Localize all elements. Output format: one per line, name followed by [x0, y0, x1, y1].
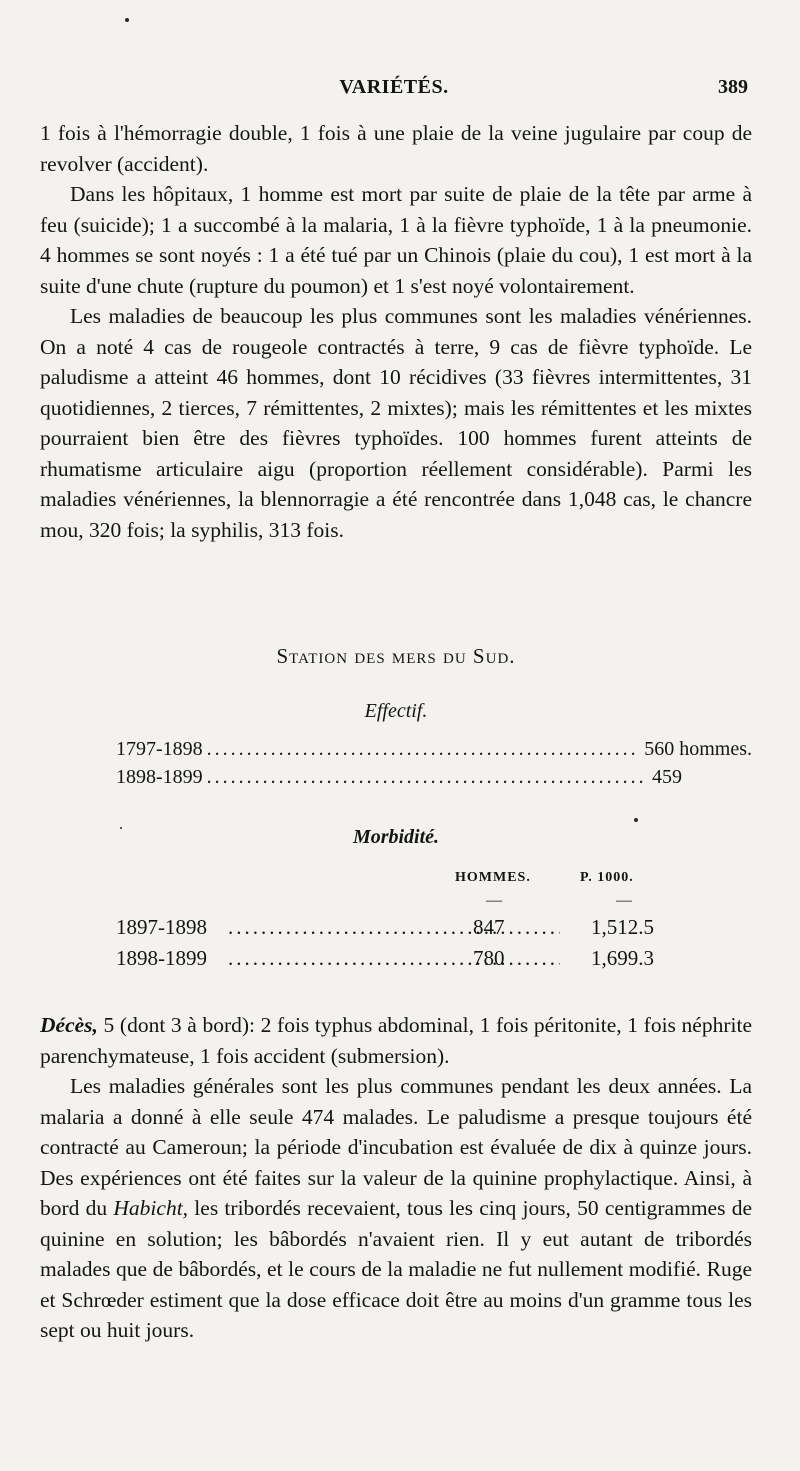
paragraph-malaria — [40, 1071, 752, 1346]
section-title: Station des mers du Sud. — [276, 644, 516, 668]
column-header-hommes: HOMMES. — [455, 870, 531, 885]
page-number: 389 — [718, 76, 748, 98]
deces-label: Décès, — [40, 1013, 98, 1037]
column-dash: — — [486, 892, 502, 909]
morbidite-p1000: 1,699.3 — [591, 946, 654, 970]
print-speck — [120, 827, 122, 829]
malaria-text-end: les tribordés recevaient, tous les cinq jours, 50 centigrammes de quinine en solution; les bâbordés n'avaient rien. Il y eut autant de tribordés malades que de bâbordés, et le cours de la maladie ne fut nullement modifié. Ruge et Schrœder estiment que la dose efficace doit être au moins d'un gramme tous les sept ou huit jours. — [40, 1196, 752, 1342]
effectif-row — [116, 766, 752, 796]
morbidite-title: Morbidité. — [352, 826, 440, 848]
morbidite-period: 1897-1898 — [116, 915, 207, 939]
morbidite-hommes: 780 — [473, 946, 505, 970]
effectif-value: 459 — [652, 766, 682, 788]
paragraph-continuation: 1 fois à l'hémorragie double, 1 fois à une plaie de la veine jugulaire par coup de revolver (accident). — [40, 121, 752, 176]
dot-leader — [207, 738, 641, 761]
page-header — [40, 74, 748, 104]
dot-leader — [228, 915, 560, 940]
effectif-value: 560 hommes. — [644, 738, 752, 760]
effectif-period: 1898-1899 — [116, 766, 203, 788]
ship-name: Habicht, — [113, 1196, 189, 1220]
malaria-text-start: Les maladies générales sont les plus communes pendant les deux années. La malaria a donné à elle seule 474 malades. Le paludisme a presque toujours été contracté au Cameroun; la période d'incubation est évaluée de dix à quinze jours. Des expériences ont été faites sur la valeur de la quinine prophylactique. Ainsi, à bord du — [40, 1074, 752, 1220]
effectif-period: 1797-1898 — [116, 738, 203, 760]
deces-text: 5 (dont 3 à bord): 2 fois typhus abdominal, 1 fois péritonite, 1 fois néphrite parenchymateuse, 1 fois accident (submersion). — [40, 1013, 752, 1068]
print-speck — [634, 818, 638, 822]
effectif-row — [116, 738, 752, 768]
effectif-title: Effectif. — [364, 700, 428, 722]
paragraph-hospital-deaths: Dans les hôpitaux, 1 homme est mort par suite de plaie de la tête par arme à feu (suicide); 1 a succombé à la malaria, 1 à la fièvre typhoïde, 1 à la pneumonie. 4 hommes se sont noyés : 1 a été tué par un Chinois (plaie du cou), 1 est mort à la suite d'une chute (rupture du poumon) et 1 s'est noyé volontairement. — [40, 182, 752, 298]
morbidite-hommes: 847 — [473, 915, 505, 939]
body-text-top — [40, 118, 752, 545]
column-header-p1000: P. 1000. — [580, 870, 634, 885]
column-dash: — — [616, 892, 632, 909]
morbidite-p1000: 1,512.5 — [591, 915, 654, 939]
paragraph-deces — [40, 1010, 752, 1071]
body-text-bottom — [40, 1010, 752, 1346]
running-title: VARIÉTÉS. — [339, 76, 449, 98]
morbidite-period: 1898-1899 — [116, 946, 207, 970]
print-speck — [125, 18, 129, 22]
dot-leader — [207, 766, 648, 789]
paragraph-venereal-diseases: Les maladies de beaucoup les plus communes sont les maladies vénériennes. On a noté 4 cas de rougeole contractés à terre, 9 cas de fièvre typhoïde. Le paludisme a atteint 46 hommes, dont 10 récidives (33 fièvres intermittentes, 31 quotidiennes, 2 tierces, 7 rémittentes, 2 mixtes); mais les rémittentes et les mixtes pourraient bien être des fièvres typhoïdes. 100 hommes furent atteints de rhumatisme articulaire aigu (proportion réellement considérable). Parmi les maladies vénériennes, la blennorragie a été rencontrée dans 1,048 cas, le chancre mou, 320 fois; la syphilis, 313 fois. — [40, 304, 752, 542]
dot-leader — [228, 946, 560, 971]
